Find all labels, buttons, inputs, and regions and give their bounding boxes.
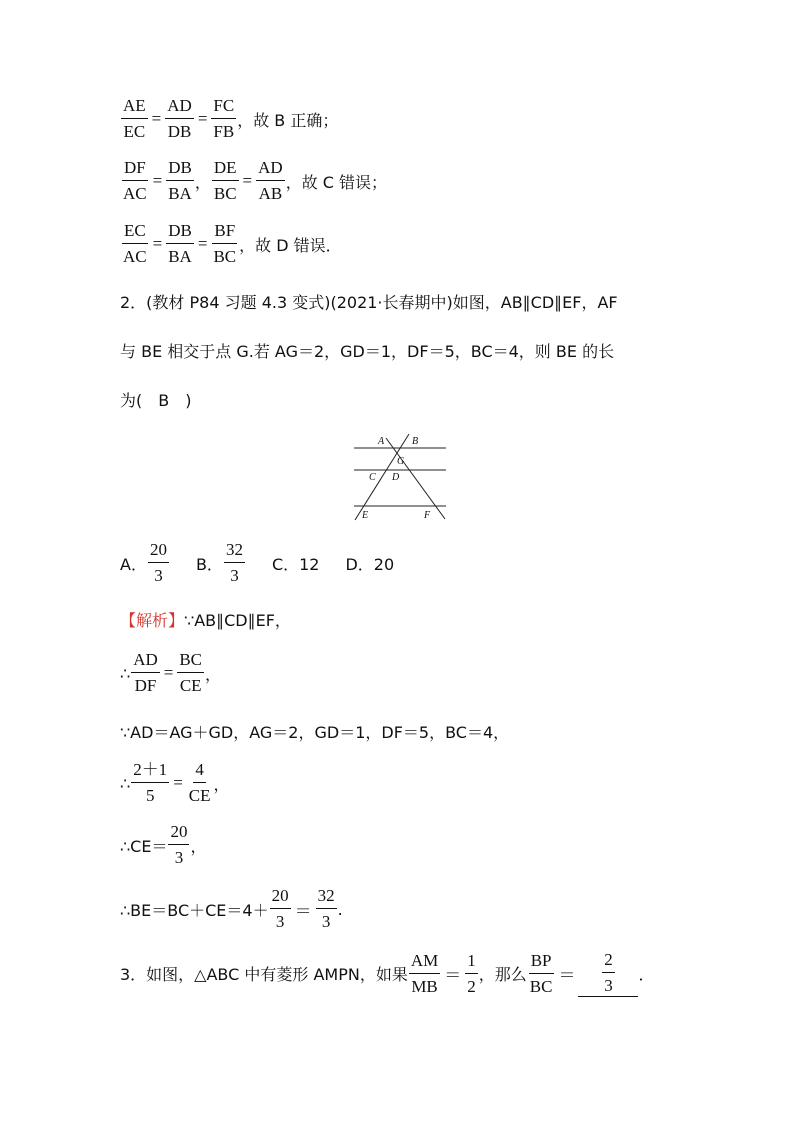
fraction: $\frac{DB}{BA}$: [168, 158, 192, 203]
choices-row: [120, 540, 420, 586]
fraction: $\frac{BF}{BC}$: [213, 221, 237, 266]
answer-blank: $\frac{2}{3}$: [578, 950, 638, 997]
question-2-line-2: 与 BE 相交于点 G.若 AG＝2，GD＝1，DF＝5，BC＝4，则 BE 的长: [120, 342, 615, 361]
proof-line-b: $\frac{AE}{EC}$ = $\frac{AD}{DB}$ = $\frac{FC}{FB}$ ，故 B 正确；: [123, 96, 339, 141]
fraction: $\frac{DB}{BA}$: [168, 221, 192, 266]
label-b: B: [412, 436, 419, 447]
label-c: C: [369, 472, 376, 483]
label-f: F: [424, 510, 431, 521]
question-3: 3．如图，△ABC 中有菱形 AMPN，如果 $\frac{AM}{MB}$ ＝ $\frac{1}{2}$ ，那么 $\frac{BP}{BC}$ ＝ $\frac{2}{3}$ ．: [120, 950, 655, 996]
parallel-lines-figure: [348, 430, 452, 524]
fraction: $\frac{FC}{FB}$: [213, 96, 235, 141]
fraction: $\frac{EC}{AC}$: [123, 221, 147, 266]
label-g: G: [397, 456, 405, 467]
choice-b: B． $\frac{32}{3}$: [195, 540, 243, 585]
solution-line-6: ∴BE＝BC＋CE＝4＋ $\frac{20}{3}$ ＝ $\frac{32}{3}$ .: [120, 886, 343, 931]
proof-line-d: $\frac{EC}{AC}$ = $\frac{DB}{BA}$ = $\frac{BF}{BC}$ ，故 D 错误．: [123, 221, 342, 266]
solution-line-4: ∴ $\frac{2+1}{5}$ = $\frac{4}{CE}$ ，: [120, 760, 230, 805]
label-d: D: [392, 472, 400, 483]
solution-line-1: 【解析】 ∵AB∥CD∥EF，: [120, 608, 291, 631]
fraction: $\frac{DF}{AC}$: [123, 158, 147, 203]
question-2-line-3: 为( B ): [120, 391, 192, 410]
label-a: A: [378, 436, 385, 447]
fraction: $\frac{AD}{AB}$: [258, 158, 283, 203]
proof-line-c: $\frac{DF}{AC}$ = $\frac{DB}{BA}$ ， $\frac{DE}{BC}$ = $\frac{AD}{AB}$ ，故 C 错误；: [123, 158, 388, 203]
choice-a: A． $\frac{20}{3}$: [120, 540, 167, 585]
solution-line-2: ∴ $\frac{AD}{DF}$ = $\frac{BC}{CE}$ ，: [120, 650, 222, 695]
solution-line-5: ∴CE＝ $\frac{20}{3}$ ，: [120, 822, 207, 867]
solution-line-3: ∵AD＝AG＋GD，AG＝2，GD＝1，DF＝5，BC＝4，: [120, 723, 510, 742]
analysis-tag: 【解析】: [120, 611, 185, 630]
choice-d: D．20: [345, 554, 395, 574]
question-2-line-1: 2．(教材 P84 习题 4.3 变式)(2021·长春期中)如图，AB∥CD∥EF，AF: [120, 293, 618, 312]
fraction: $\frac{AD}{DB}$: [167, 96, 192, 141]
label-e: E: [362, 510, 369, 521]
fraction: $\frac{AE}{EC}$: [123, 96, 146, 141]
choice-c: C．12: [271, 554, 320, 574]
fraction: $\frac{DE}{BC}$: [213, 158, 237, 203]
